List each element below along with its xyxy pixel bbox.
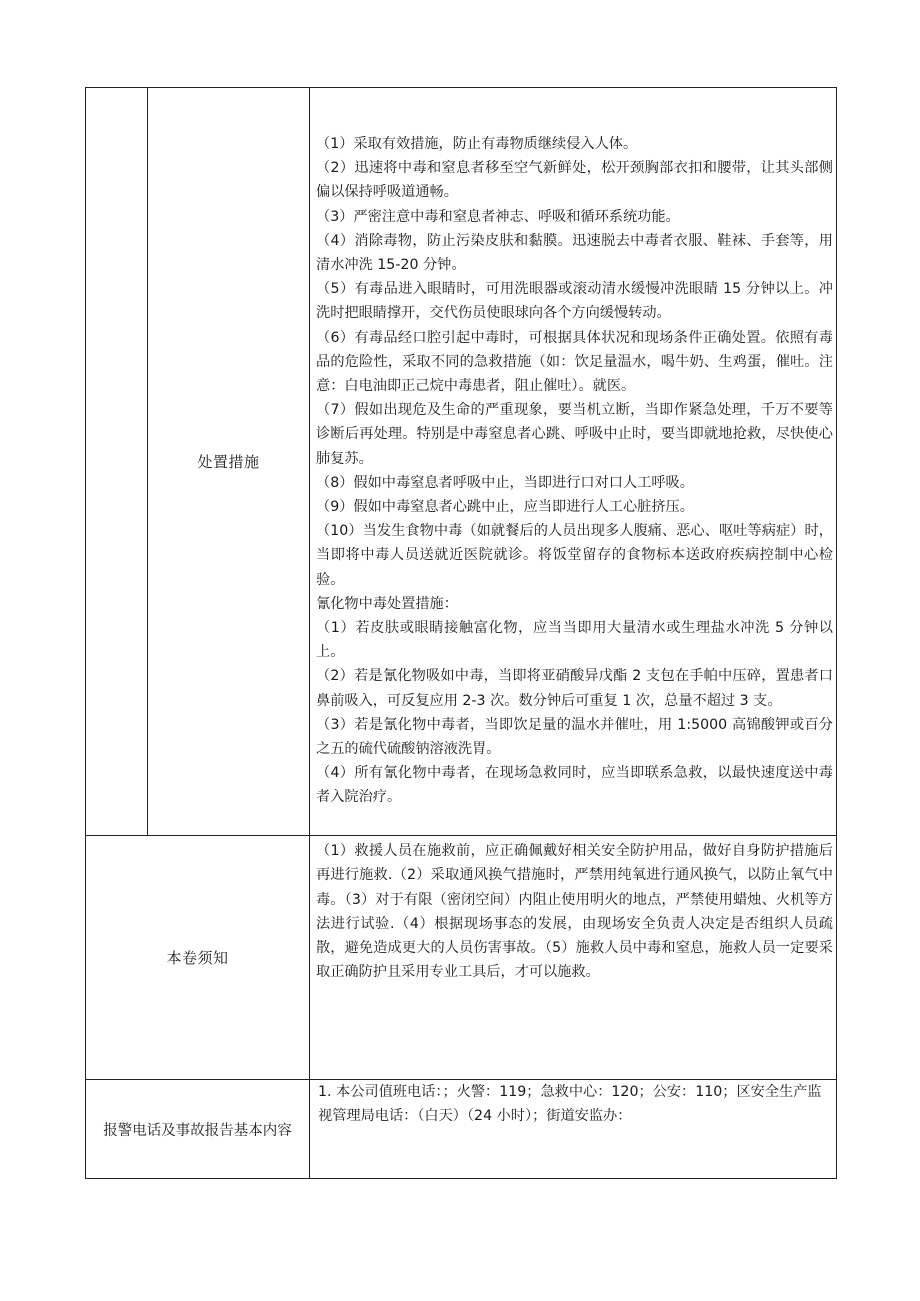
notice-row — [86, 836, 837, 1080]
treatment-item: 氰化物中毒处置措施： — [316, 595, 458, 612]
report-content-cell — [310, 1080, 837, 1179]
treatment-item: （4）所有氰化物中毒者，在现场急救同时，应当即联系急救，以最快速度送中毒者入院治疗。 — [316, 765, 833, 806]
treatment-label: 处置措施 — [148, 88, 310, 836]
treatment-item: （9）假如中毒窒息者心跳中止，应当即进行人工心脏挤压。 — [316, 499, 694, 516]
treatment-row — [86, 88, 837, 836]
blank-cell — [86, 88, 148, 836]
report-phone-text: 1. 本公司值班电话：；火警：119；急救中心：120；公安：110；区安全生产监视管理局电话：（白天）（24 小时）；街道安监办： — [318, 1084, 822, 1124]
treatment-item: （2）若是氰化物吸如中毒，当即将亚硝酸异戊酯 2 支包在手帕中压碎，置患者口鼻前吸入，可反复应用 2-3 次。数分钟后可重复 1 次，总量不超过 3 支。 — [316, 668, 833, 709]
notice-label: 本卷须知 — [86, 836, 310, 1080]
notice-text: （1）救援人员在施救前，应正确佩戴好相关安全防护用品，做好自身防护措施后再进行施救.（2）采取通风换气措施时，严禁用纯氧进行通风换气，以防止氧气中毒。（3）对于有限（密闭空间）内阻止使用明火的地点，严禁使用蜡烛、火机等方法进行试验.（4）根据现场事态的发展，由现场安全负责人决定是否组织人员疏散，避免造成更大的人员伤害事故。（5）施救人员中毒和窒息，施救人员一定要采取正确防护且采用专业工具后，才可以施救。 — [316, 843, 833, 981]
treatment-item: （2）迅速将中毒和窒息者移至空气新鲜处，松开颈胸部衣扣和腰带，让其头部侧偏以保持呼吸道通畅。 — [316, 160, 833, 201]
report-row — [86, 1080, 837, 1179]
treatment-item: （8）假如中毒窒息者呼吸中止，当即进行口对口人工呼吸。 — [316, 474, 694, 491]
notice-content-cell — [310, 836, 837, 1080]
treatment-item: （1）采取有效措施，防止有毒物质继续侵入人体。 — [316, 136, 638, 152]
treatment-item: （10）当发生食物中毒（如就餐后的人员出现多人腹痛、恶心、呕吐等病症）时，当即将中毒人员送就近医院就诊。将饭堂留存的食物标本送政府疾病控制中心检验。 — [316, 523, 833, 588]
treatment-list — [310, 88, 836, 810]
treatment-item: （3）若是氰化物中毒者，当即饮足量的温水并催吐，用 1:5000 高锦酸钾或百分之五的硫代硫酸钠溶液洗胃。 — [316, 716, 833, 758]
emergency-procedure-table — [85, 87, 837, 1179]
treatment-item: （6）有毒品经口腔引起中毒时，可根据具体状况和现场条件正确处置。依照有毒品的危险性，采取不同的急救措施（如：饮足量温水，喝牛奶、生鸡蛋，催吐。注意：白电油即正己烷中毒患者，阻止催吐）。就医。 — [316, 329, 833, 395]
report-label: 报警电话及事故报告基本内容 — [86, 1080, 310, 1179]
treatment-item: （5）有毒品进入眼睛时，可用洗眼器或滚动清水缓慢冲洗眼睛 15 分钟以上。冲洗时把眼睛撑开，交代伤员使眼球向各个方向缓慢转动。 — [316, 281, 833, 322]
treatment-content-cell — [310, 88, 837, 836]
treatment-item: （1）若皮肤或眼睛接触富化物，应当当即用大量清水或生理盐水冲洗 5 分钟以上。 — [316, 620, 833, 661]
treatment-item: （4）消除毒物，防止污染皮肤和黏膜。迅速脱去中毒者衣服、鞋袜、手套等，用清水冲洗 15-20 分钟。 — [316, 232, 833, 274]
treatment-item: （7）假如出现危及生命的严重现象，要当机立断，当即作紧急处理，千万不要等诊断后再处理。特别是中毒窒息者心跳、呼吸中止时，要当即就地抢救，尽快使心肺复苏。 — [316, 402, 833, 467]
treatment-item: （3）严密注意中毒和窒息者神志、呼吸和循环系统功能。 — [316, 208, 680, 225]
